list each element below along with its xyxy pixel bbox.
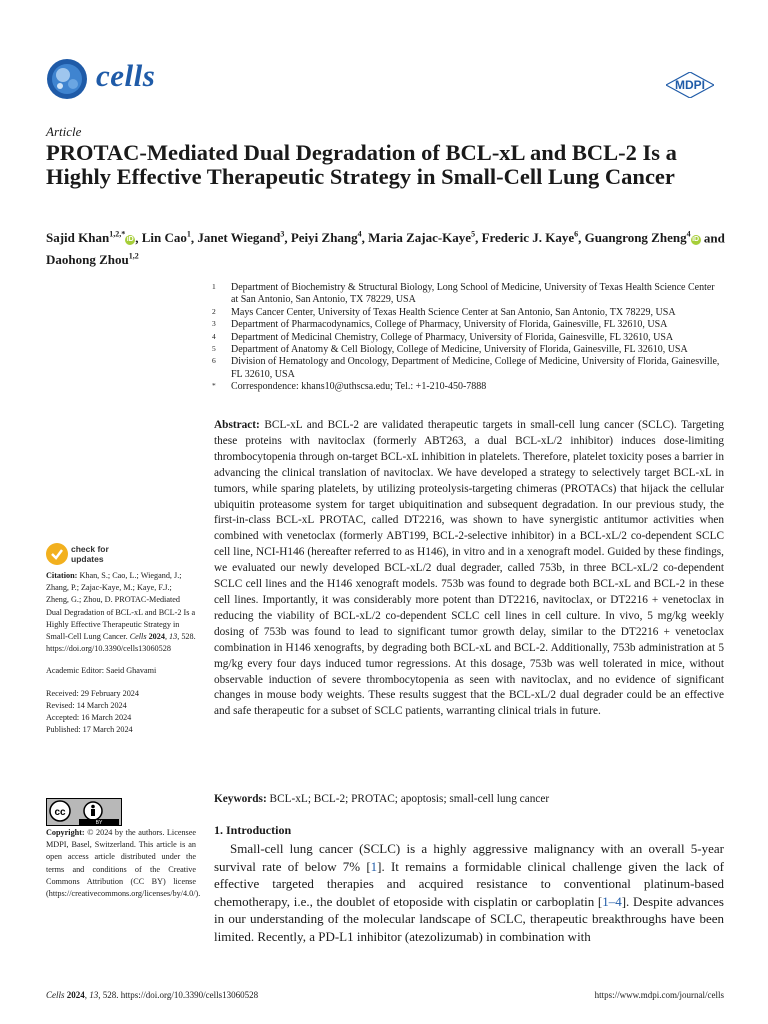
reference-link[interactable]: 1 [370, 858, 378, 874]
keywords [214, 793, 724, 805]
affiliation-text: Department of Anatomy & Cell Biology, College of Medicine, University of Florida, Gainesville, FL 32610, USA [231, 344, 688, 356]
affiliation-number: 5 [212, 344, 216, 354]
citation-journal: Cells [129, 632, 147, 642]
affiliation-number: 1 [212, 282, 216, 291]
abstract-label: Abstract: [214, 419, 260, 431]
footer-journal-url[interactable]: https://www.mdpi.com/journal/cells [594, 990, 724, 1000]
affiliation-item [212, 356, 724, 381]
svg-text:BY: BY [95, 820, 103, 825]
citation: Citation: Khan, S.; Cao, L.; Wiegand, J.; Zhang, P.; Zajac-Kaye, M.; Kaye, F.J.; Zheng, G.; Zhou, D. PROTAC-Mediated Dual Degradation of BCL-xL and BCL-2 Is a Highly Effective Therapeutic Strategy in Small-Cell Lung Cancer. Cells 2024, 13, 528. https://doi.org/10.3390/cells13060528 [46, 571, 196, 654]
author-affiliation-number: 1,2 [128, 251, 139, 261]
author[interactable] [46, 252, 139, 267]
author-affiliation-number: 5 [471, 230, 476, 239]
author[interactable] [142, 230, 191, 245]
author-affiliation-number: 3 [280, 230, 285, 239]
introduction-paragraph [214, 840, 724, 945]
footer-year: 2024 [66, 990, 85, 1000]
citation-doi[interactable]: , 528. https://doi.org/10.3390/cells13060528 [46, 632, 196, 654]
author[interactable] [291, 230, 362, 245]
footer-journal: Cells [46, 990, 65, 1000]
footer-citation: Cells 2024, 13, 528. https://doi.org/10.3390/cells13060528 [46, 990, 259, 1000]
author-affiliation-number: 1,2, [109, 230, 122, 239]
affiliation-item [212, 344, 724, 356]
affiliation-text: Mays Cancer Center, University of Texas Health Science Center at San Antonio, San Antonio, TX 78229, USA [231, 306, 676, 318]
keywords-label: Keywords: [214, 793, 267, 805]
svg-text:cc: cc [54, 807, 66, 818]
author[interactable] [368, 230, 475, 245]
cc-by-license-icon[interactable] [46, 798, 122, 826]
citation-year: 2024 [148, 632, 165, 642]
copyright-label: Copyright: [46, 828, 85, 837]
citation-text: Khan, S.; Cao, L.; Wiegand, J.; Zhang, P.; Zajac-Kaye, M.; Kaye, F.J.; Zheng, G.; Zhou, D. PROTAC-Mediated Dual Degradation of BCL-xL and BCL-2 Is a Highly Effective Therapeutic Strategy in Small-Cell Lung Cancer. [46, 571, 196, 642]
author-affiliation-number: 4 [686, 230, 691, 239]
author-name: Peiyi Zhang [290, 230, 358, 246]
orcid-icon[interactable]: iD [692, 236, 700, 244]
section-heading-introduction: 1. Introduction [214, 823, 292, 837]
affiliation-text: Correspondence: khans10@uthscsa.edu; Tel.: +1-210-450-7888 [231, 381, 487, 393]
received-date: Received: 29 February 2024 [46, 688, 139, 698]
publisher-name: MDPI [675, 78, 705, 92]
affiliation-number: 2 [212, 306, 216, 316]
affiliation-number: 4 [212, 331, 216, 341]
author-name: Daohong Zhou [46, 251, 129, 267]
author[interactable] [482, 230, 579, 245]
author[interactable] [197, 230, 284, 245]
academic-editor: Academic Editor: Saeid Ghavami [46, 666, 157, 676]
author-list: Sajid Khan$^{1,2,*}$iD , Lin Cao$^1$, Janet Wiegand$^3$, Peiyi Zhang$^4$, Maria Zajac-Kaye$^5$, Frederic J. Kaye$^6$, Guangrong Zheng$^4$iD and Daohong Zhou$^{1,2}$ [46, 230, 725, 267]
affiliation-item [212, 381, 724, 393]
author-name: Guangrong Zheng [584, 230, 687, 246]
affiliation-number: * [212, 381, 216, 391]
article-title: PROTAC-Mediated Dual Degradation of BCL-xL and BCL-2 Is a Highly Effective Therapeutic Strategy in Small-Cell Lung Cancer [46, 140, 677, 189]
affiliation-item [212, 332, 724, 344]
citation-volume: 13 [169, 632, 178, 642]
citation-label: Citation: [46, 571, 78, 580]
affiliation-item [212, 282, 724, 307]
keywords-text: BCL-xL; BCL-2; PROTAC; apoptosis; small-cell lung cancer [269, 793, 550, 805]
footer-volume: 13 [89, 990, 99, 1000]
affiliation-text: Department of Pharmacodynamics, College of Pharmacy, University of Florida, Gainesville, FL 32610, USA [231, 319, 668, 331]
revised-date: Revised: 14 March 2024 [46, 700, 127, 710]
affiliation-text: Department of Medicinal Chemistry, College of Pharmacy, University of Florida, Gainesville, FL 32610, USA [231, 331, 674, 343]
reference-link[interactable]: 1–4 [602, 893, 622, 909]
check-updates-text [71, 544, 109, 564]
author-affiliation-number: 1 [186, 230, 191, 239]
article-sidebar [46, 570, 196, 736]
author-name: Frederic J. Kaye [481, 230, 575, 246]
author-name: Maria Zajac-Kaye [368, 230, 472, 246]
copyright-notice [46, 827, 201, 900]
footer-doi[interactable]: , 528. https://doi.org/10.3390/cells13060528 [98, 990, 259, 1000]
check-updates-line1: check for [71, 544, 109, 554]
affiliation-text: Department of Biochemistry & Structural Biology, Long School of Medicine, University of Texas Health Science Center at San Antonio, San Antonio, TX 78229, USA [231, 282, 715, 306]
affiliation-number: 3 [212, 319, 216, 329]
article-type: Article [46, 124, 82, 139]
author-name: Janet Wiegand [197, 230, 281, 246]
author[interactable] [585, 230, 701, 245]
author-name: Lin Cao [141, 230, 187, 246]
copyright-text: © 2024 by the authors. Licensee MDPI, Basel, Switzerland. This article is an open access article distributed under the terms and conditions of the Creative Commons Attribution (CC BY) license (https://creativecommons.org/licenses/by/4.0/). [46, 828, 201, 899]
check-updates-icon [46, 543, 68, 565]
affiliation-number: 6 [212, 356, 216, 366]
affiliation-text: Division of Hematology and Oncology, Department of Medicine, College of Medicine, University of Florida, Gainesville, FL 32610, USA [231, 356, 720, 380]
affiliation-list [212, 282, 724, 394]
intro-text-3: ]. Despite advances in our understanding of the molecular landscape of SCLC, therapeutic breakthroughs have been limited. Recently, a PD-L1 inhibitor (atezolizumab) in combination with [214, 893, 724, 944]
accepted-date: Accepted: 16 March 2024 [46, 713, 132, 723]
affiliation-item [212, 307, 724, 319]
abstract [214, 418, 724, 720]
cells-logo-icon [46, 58, 88, 100]
journal-name: cells [96, 58, 156, 93]
intro-text-2: ]. It remains a formidable clinical challenge given the lack of effective targeted therapies and acquired resistance to conventional platinum-based chemotherapy, i.e., the doublet of etoposide with cisplatin or carboplatin [ [214, 858, 725, 909]
check-updates-line2: updates [71, 554, 104, 564]
mdpi-logo-icon [666, 72, 714, 98]
orcid-icon[interactable]: iD [126, 236, 134, 244]
author[interactable]: Sajid Khan$^{1,2,*}$iD [46, 230, 134, 246]
intro-text-1: Small-cell lung cancer (SCLC) is a highly aggressive malignancy with an overall 5-year survival rate of below 7% [ [214, 841, 724, 874]
author-affiliation-number: 4 [357, 230, 362, 239]
check-for-updates-button[interactable] [46, 543, 156, 567]
published-date: Published: 17 March 2024 [46, 725, 133, 735]
author-name: Sajid Khan [46, 230, 110, 246]
author-affiliation-number: 6 [574, 230, 579, 239]
affiliation-item [212, 319, 724, 331]
abstract-text: BCL-xL and BCL-2 are validated therapeutic targets in small-cell lung cancer (SCLC). Targeting these proteins with navitoclax (formerly ABT263, a dual BCL-xL/2 inhibitor) induces dose-limiting thrombocytopenia through on-target BCL-xL inhibition in platelets. Therefore, platelet toxicity poses a barrier in advancing the clinical translation of navitoclax. We have developed a strategy to selectively target BCL-xL in tumors, while sparing platelets, by utilizing proteolysis-targeting chimeras (PROTACs) that hijack the cellular ubiquitin proteasome system for target ubiquitination and subsequent degradation. In our previous study, the first-in-class BCL-xL PROTAC, called DT2216, was shown to have synergistic antitumor activities when combined with venetoclax (formerly ABT199, BCL-2-selective inhibitor) in a BCL-xL/2 co-dependent SCLC cell line, NCI-H146 (hereafter referred to as H146), in vitro and in a xenograft model. Guided by these findings, we evaluated our newly developed BCL-xL/2 dual degrader, called 753b, in three BCL-xL/2 co-dependent SCLC cell lines and the H146 xenograft models. 753b was found to degrade both BCL-xL and BCL-2 in these cell lines. Importantly, it was considerably more potent than DT2216, navitoclax, or DT2216 + venetoclax in reducing the viability of BCL-xL/2 co-dependent SCLC cell lines in cell culture. In vivo, 5 mg/kg weekly dosing of 753b was found to lead to significant tumor growth delay, similar to the DT2216 + venetoclax combination in H146 xenografts, by degrading both BCL-xL and BCL-2. Additionally, 753b administration at 5 mg/kg every four days induced tumor regressions. At this dosage, 753b was well tolerated in mice, without observable induction of severe thrombocytopenia as seen with navitoclax, and no evidence of significant changes in mouse body weights. These results suggest that the BCL-xL/2 dual degrader could be an effective and safe therapeutic for a subset of SCLC patients, warranting clinical trials in future. [214, 419, 724, 718]
